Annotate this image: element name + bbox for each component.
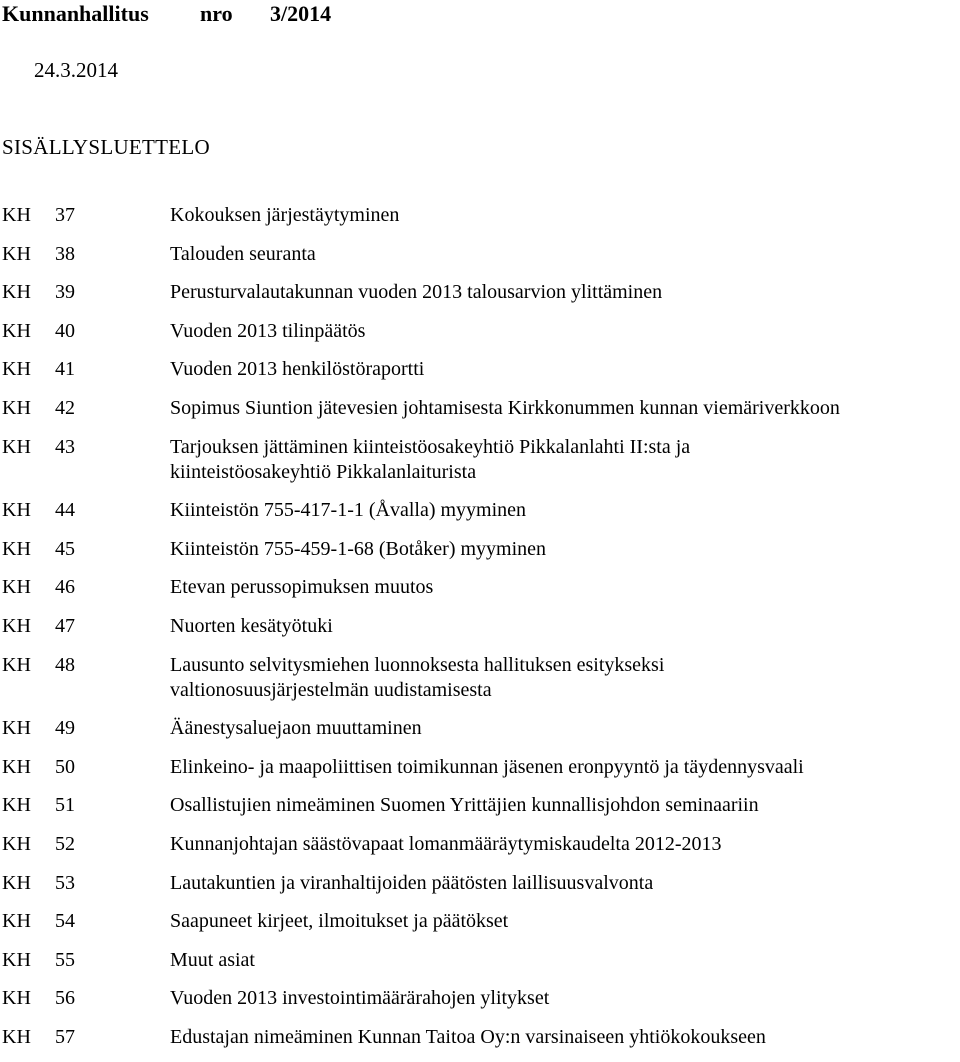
item-title-line: Kunnanjohtajan säästövapaat lomanmääräytymiskaudelta 2012-2013: [170, 833, 722, 855]
item-code: [2, 986, 75, 1011]
item-title-line: Kiinteistön 755-459-1-68 (Botåker) myyminen: [170, 538, 547, 560]
item-title: [170, 653, 960, 703]
meeting-date: 24.3.2014: [34, 58, 118, 82]
item-title-line: Nuorten kesätyötuki: [170, 615, 333, 637]
item-prefix: KH: [2, 654, 31, 676]
item-prefix: KH: [2, 243, 31, 265]
item-number: 39: [55, 281, 75, 303]
item-title: [170, 871, 960, 896]
number-label: nro: [200, 1, 233, 26]
item-prefix: KH: [2, 794, 31, 816]
item-code: [2, 832, 75, 857]
item-title: [170, 435, 960, 485]
item-title-line: Lausunto selvitysmiehen luonnoksesta hallituksen esitykseksi: [170, 654, 665, 676]
item-title: [170, 537, 960, 562]
item-title-line: Etevan perussopimuksen muutos: [170, 576, 434, 598]
item-number: 41: [55, 358, 75, 380]
item-code: [2, 755, 75, 780]
item-prefix: KH: [2, 576, 31, 598]
item-title: [170, 319, 960, 344]
item-title-line: Saapuneet kirjeet, ilmoitukset ja päätökset: [170, 910, 509, 932]
item-title-line: Kiinteistön 755-417-1-1 (Åvalla) myyminen: [170, 499, 527, 521]
item-prefix: KH: [2, 987, 31, 1009]
item-title: [170, 755, 960, 780]
item-title-line: Perusturvalautakunnan vuoden 2013 talousarvion ylittäminen: [170, 281, 663, 303]
item-number: 42: [55, 397, 75, 419]
item-title-line: Talouden seuranta: [170, 243, 316, 265]
item-code: [2, 396, 75, 421]
item-number: 40: [55, 320, 75, 342]
item-title: [170, 716, 960, 741]
item-code: [2, 871, 75, 896]
item-number: 44: [55, 499, 75, 521]
item-number: 57: [55, 1026, 75, 1048]
item-code: [2, 614, 75, 639]
item-prefix: KH: [2, 204, 31, 226]
item-number: 45: [55, 538, 75, 560]
item-code: [2, 280, 75, 305]
meeting-number: 3/2014: [270, 1, 332, 26]
item-title: [170, 832, 960, 857]
item-code: [2, 575, 75, 600]
item-code: [2, 498, 75, 523]
item-title: [170, 396, 960, 421]
item-title-line: Elinkeino- ja maapoliittisen toimikunnan jäsenen eronpyyntö ja täydennysvaali: [170, 756, 804, 778]
item-prefix: KH: [2, 397, 31, 419]
item-prefix: KH: [2, 910, 31, 932]
item-number: 54: [55, 910, 75, 932]
item-code: [2, 242, 75, 267]
item-prefix: KH: [2, 358, 31, 380]
item-prefix: KH: [2, 717, 31, 739]
item-prefix: KH: [2, 320, 31, 342]
item-title-line: Äänestysaluejaon muuttaminen: [170, 717, 422, 739]
item-title: [170, 357, 960, 382]
item-title: [170, 242, 960, 267]
item-code: [2, 1025, 75, 1050]
item-prefix: KH: [2, 499, 31, 521]
item-code: [2, 537, 75, 562]
item-number: 43: [55, 436, 75, 458]
item-code: [2, 203, 75, 228]
board-name: Kunnanhallitus: [2, 1, 149, 26]
item-prefix: KH: [2, 949, 31, 971]
item-code: [2, 435, 75, 460]
item-code: [2, 793, 75, 818]
item-title: [170, 909, 960, 934]
item-number: 38: [55, 243, 75, 265]
item-prefix: KH: [2, 872, 31, 894]
item-title-line: Sopimus Siuntion jätevesien johtamisesta Kirkkonummen kunnan viemäriverkkoon: [170, 397, 840, 419]
item-number: 55: [55, 949, 75, 971]
item-prefix: KH: [2, 756, 31, 778]
item-title-line: Lautakuntien ja viranhaltijoiden päätösten laillisuusvalvonta: [170, 872, 654, 894]
item-number: 37: [55, 204, 75, 226]
item-number: 46: [55, 576, 75, 598]
item-title: [170, 280, 960, 305]
item-code: [2, 653, 75, 678]
item-prefix: KH: [2, 615, 31, 637]
item-title-line: kiinteistöosakeyhtiö Pikkalanlaiturista: [170, 461, 477, 483]
item-title: [170, 203, 960, 228]
item-prefix: KH: [2, 833, 31, 855]
item-title: [170, 948, 960, 973]
item-title: [170, 498, 960, 523]
item-title-line: valtionosuusjärjestelmän uudistamisesta: [170, 679, 492, 701]
item-number: 52: [55, 833, 75, 855]
item-number: 56: [55, 987, 75, 1009]
item-prefix: KH: [2, 1026, 31, 1048]
table-of-contents-title: SISÄLLYSLUETTELO: [2, 135, 211, 159]
item-title-line: Muut asiat: [170, 949, 255, 971]
item-code: [2, 357, 75, 382]
item-title-line: Kokouksen järjestäytyminen: [170, 204, 400, 226]
item-number: 49: [55, 717, 75, 739]
item-number: 51: [55, 794, 75, 816]
item-prefix: KH: [2, 281, 31, 303]
item-title: [170, 575, 960, 600]
item-title-line: Tarjouksen jättäminen kiinteistöosakeyhtiö Pikkalanlahti II:sta ja: [170, 436, 691, 458]
item-code: [2, 319, 75, 344]
item-code: [2, 716, 75, 741]
item-title-line: Vuoden 2013 investointimäärärahojen ylitykset: [170, 987, 550, 1009]
item-title: [170, 614, 960, 639]
item-title-line: Vuoden 2013 henkilöstöraportti: [170, 358, 425, 380]
item-title: [170, 793, 960, 818]
item-number: 48: [55, 654, 75, 676]
item-title: [170, 986, 960, 1011]
item-title-line: Vuoden 2013 tilinpäätös: [170, 320, 366, 342]
item-title-line: Edustajan nimeäminen Kunnan Taitoa Oy:n varsinaiseen yhtiökokoukseen: [170, 1026, 766, 1048]
item-prefix: KH: [2, 436, 31, 458]
item-title: [170, 1025, 960, 1050]
item-code: [2, 909, 75, 934]
item-number: 50: [55, 756, 75, 778]
item-title-line: Osallistujien nimeäminen Suomen Yrittäjien kunnallisjohdon seminaariin: [170, 794, 759, 816]
item-number: 53: [55, 872, 75, 894]
item-number: 47: [55, 615, 75, 637]
item-prefix: KH: [2, 538, 31, 560]
item-code: [2, 948, 75, 973]
